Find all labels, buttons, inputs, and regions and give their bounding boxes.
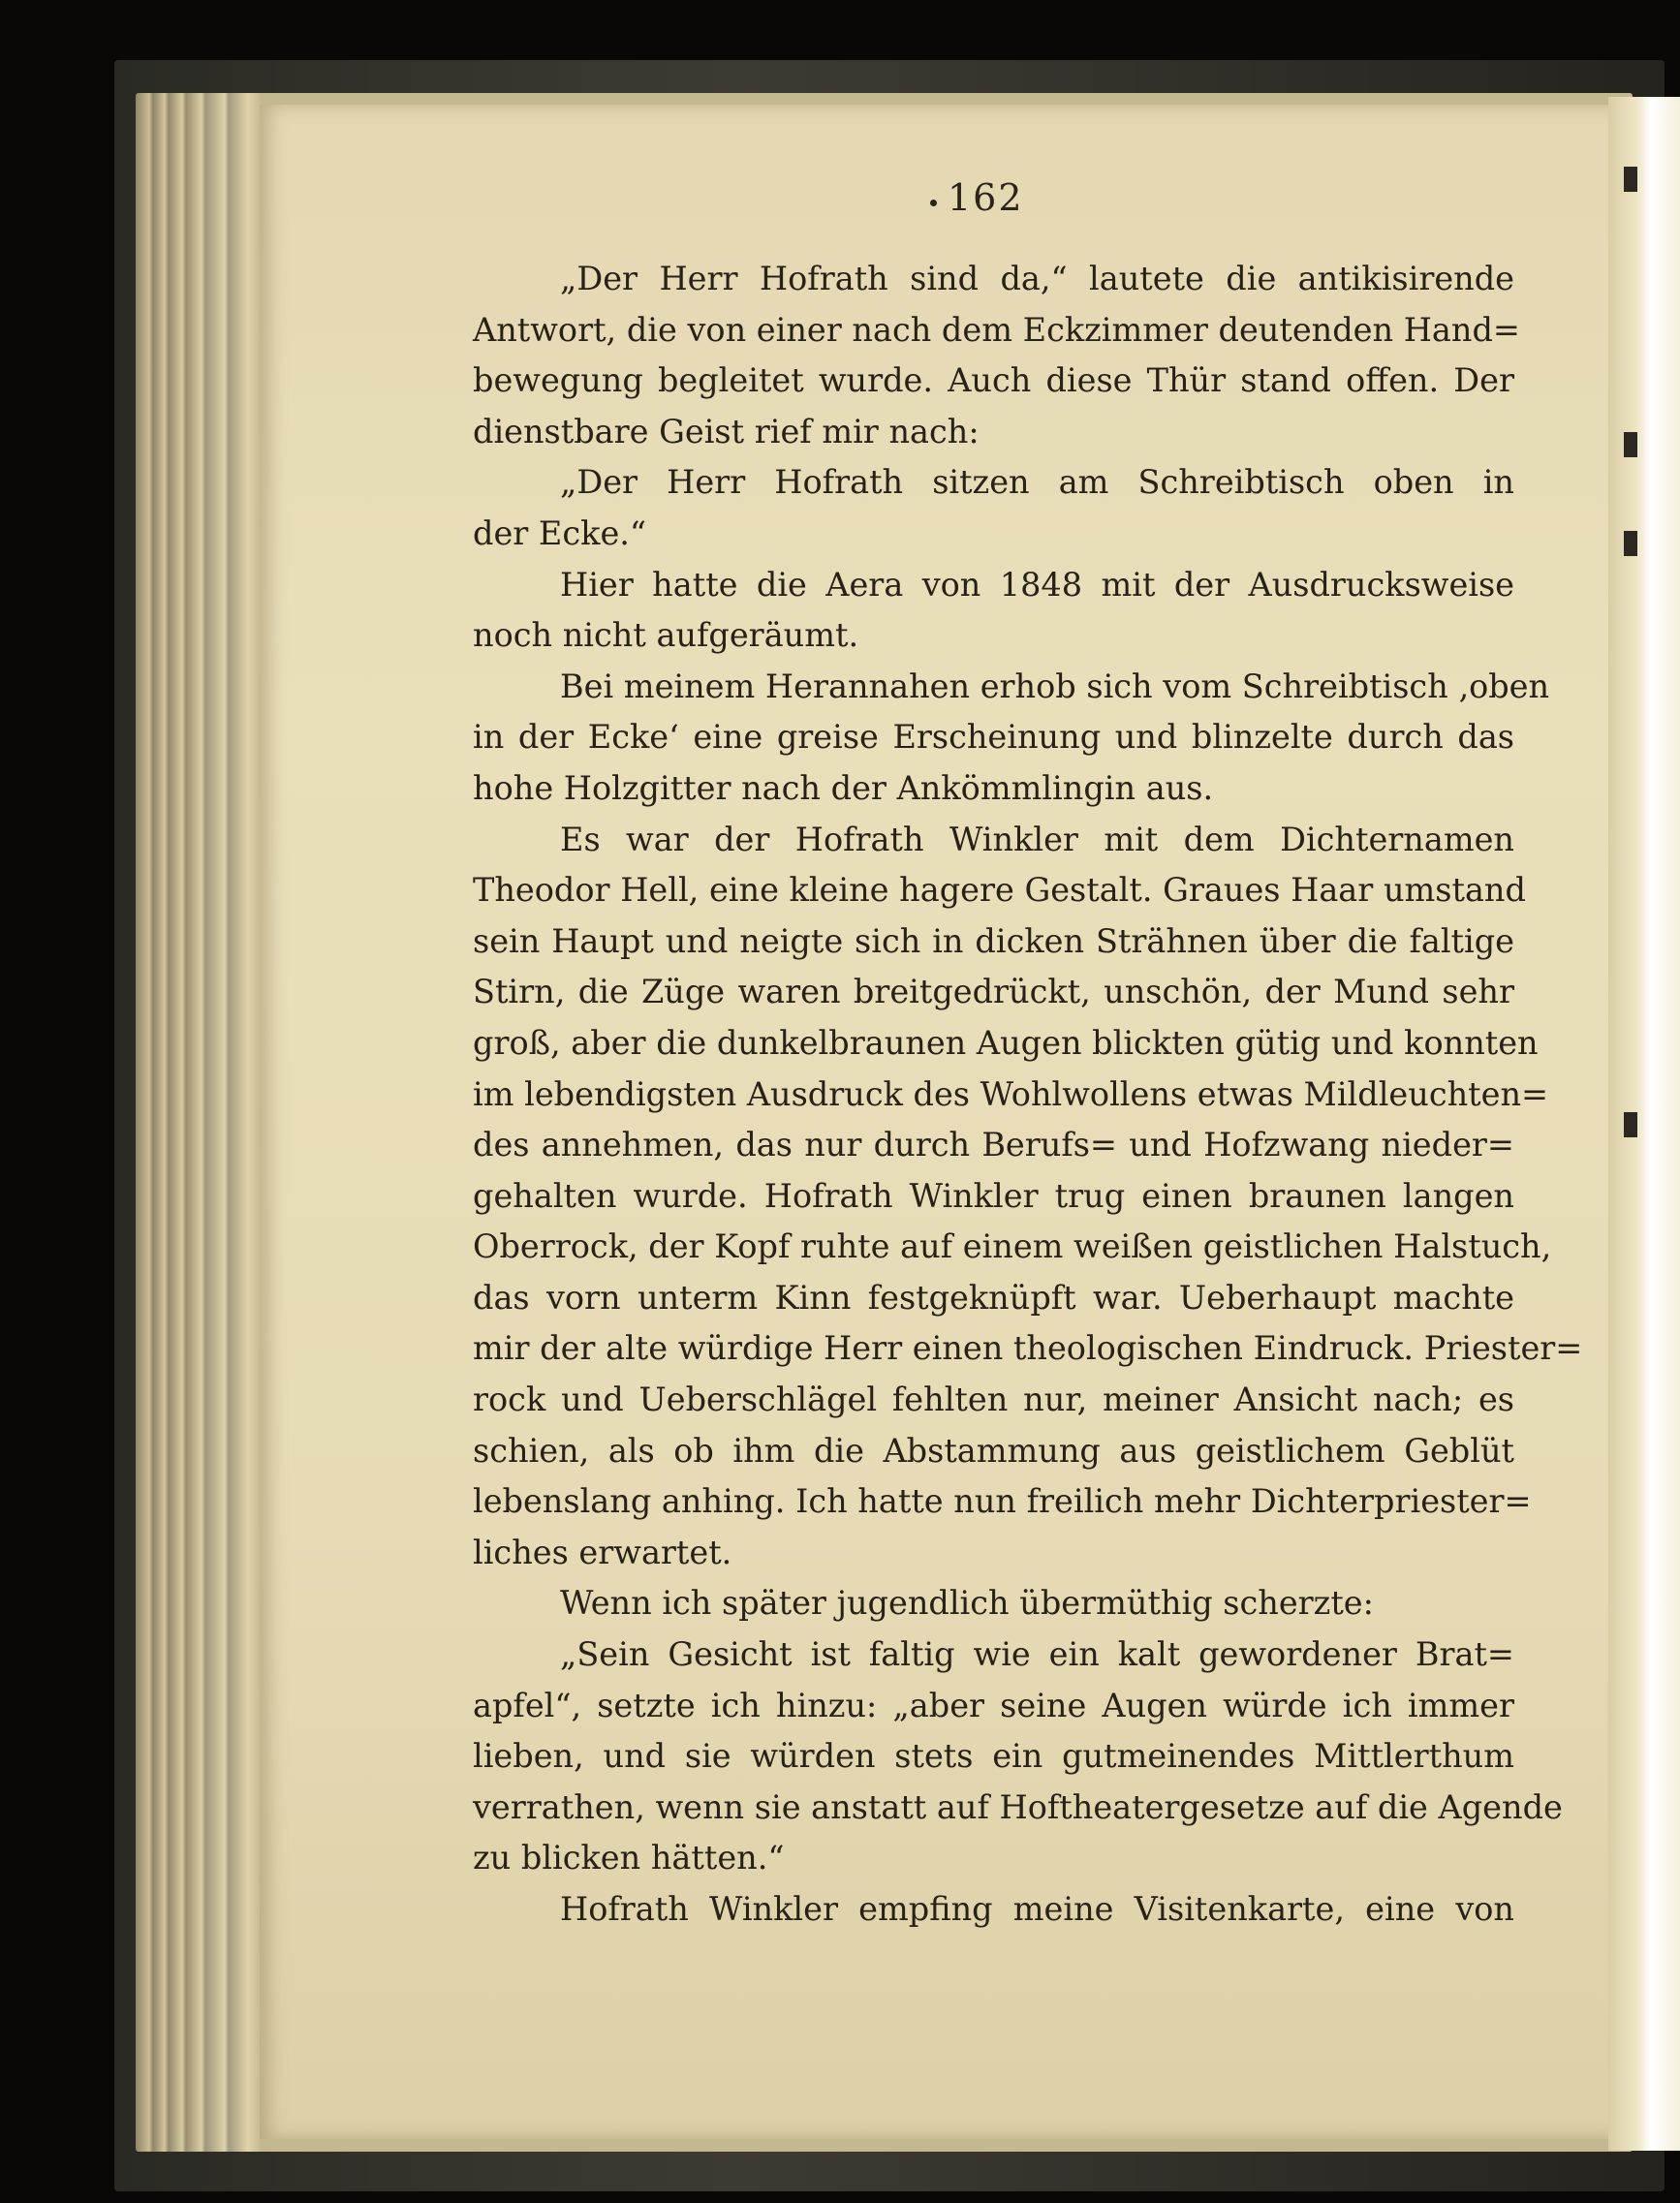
text-line: das vorn unterm Kinn festgeknüpft war. Ueberhaupt machte bbox=[473, 1278, 1514, 1317]
text-line: hohe Holzgitter nach der Ankömmlingin aus. bbox=[473, 768, 1214, 807]
facing-page-edge bbox=[1608, 97, 1680, 2151]
text-line: verrathen, wenn sie anstatt auf Hoftheatergesetze auf die Agende bbox=[473, 1787, 1563, 1826]
text-line: dienstbare Geist rief mir nach: bbox=[473, 412, 980, 450]
text-line: im lebendigsten Ausdruck des Wohlwollens etwas Mildleuchten= bbox=[473, 1074, 1549, 1113]
tab-mark bbox=[1624, 1112, 1637, 1137]
text-line: lebenslang anhing. Ich hatte nun freilich mehr Dichterpriester= bbox=[473, 1482, 1532, 1521]
text-line: apfel“, setzte ich hinzu: „aber seine Augen würde ich immer bbox=[473, 1686, 1514, 1724]
text-line: Es war der Hofrath Winkler mit dem Dichternamen bbox=[560, 820, 1514, 858]
text-line: „Der Herr Hofrath sitzen am Schreibtisch oben in bbox=[560, 463, 1514, 502]
body-text bbox=[473, 254, 1583, 1936]
text-line: schien, als ob ihm die Abstammung aus geistlichem Geblüt bbox=[473, 1431, 1514, 1470]
text-line: Theodor Hell, eine kleine hagere Gestalt. Graues Haar umstand bbox=[473, 871, 1526, 910]
text-line: rock und Ueberschlägel fehlten nur, meiner Ansicht nach; es bbox=[473, 1381, 1514, 1419]
tab-mark bbox=[1624, 531, 1637, 556]
text-line: in der Ecke‘ eine greise Erscheinung und blinzelte durch das bbox=[473, 718, 1514, 757]
text-line: Antwort, die von einer nach dem Eckzimmer deutenden Hand= bbox=[473, 310, 1520, 349]
text-line: des annehmen, das nur durch Berufs= und Hofzwang nieder= bbox=[473, 1126, 1514, 1164]
text-line: „Sein Gesicht ist faltig wie ein kalt gewordener Brat= bbox=[560, 1635, 1514, 1674]
text-line: groß, aber die dunkelbraunen Augen blickten gütig und konnten bbox=[473, 1023, 1539, 1062]
text-line: bewegung begleitet wurde. Auch diese Thür stand offen. Der bbox=[473, 361, 1514, 400]
text-line: sein Haupt und neigte sich in dicken Strähnen über die faltige bbox=[473, 921, 1514, 960]
text-line: der Ecke.“ bbox=[473, 513, 647, 552]
text-line: Wenn ich später jugendlich übermüthig scherzte: bbox=[560, 1584, 1374, 1623]
text-line: Stirn, die Züge waren breitgedrückt, unschön, der Mund sehr bbox=[473, 973, 1514, 1011]
text-line: Bei meinem Herannahen erhob sich vom Schreibtisch ‚oben bbox=[560, 667, 1550, 705]
text-line: „Der Herr Hofrath sind da,“ lautete die antikisirende bbox=[560, 260, 1514, 297]
text-line: zu blicken hätten.“ bbox=[473, 1839, 785, 1877]
text-line: Hier hatte die Aera von 1848 mit der Ausdrucksweise bbox=[560, 565, 1514, 604]
text-line: Hofrath Winkler empfing meine Visitenkarte, eine von bbox=[560, 1890, 1514, 1928]
text-line: Oberrock, der Kopf ruhte auf einem weißen geistlichen Halstuch, bbox=[473, 1227, 1552, 1266]
page-number-dot bbox=[930, 200, 937, 206]
page-number: 162 bbox=[948, 176, 1024, 219]
text-line: lieben, und sie würden stets ein gutmeinendes Mittlerthum bbox=[473, 1737, 1514, 1776]
text-line: gehalten wurde. Hofrath Winkler trug einen braunen langen bbox=[473, 1176, 1514, 1215]
tab-mark bbox=[1624, 432, 1637, 457]
text-line: liches erwartet. bbox=[473, 1533, 732, 1571]
tab-mark bbox=[1624, 167, 1637, 192]
text-line: mir der alte würdige Herr einen theologischen Eindruck. Priester= bbox=[473, 1329, 1583, 1368]
text-line: noch nicht aufgeräumt. bbox=[473, 616, 859, 655]
